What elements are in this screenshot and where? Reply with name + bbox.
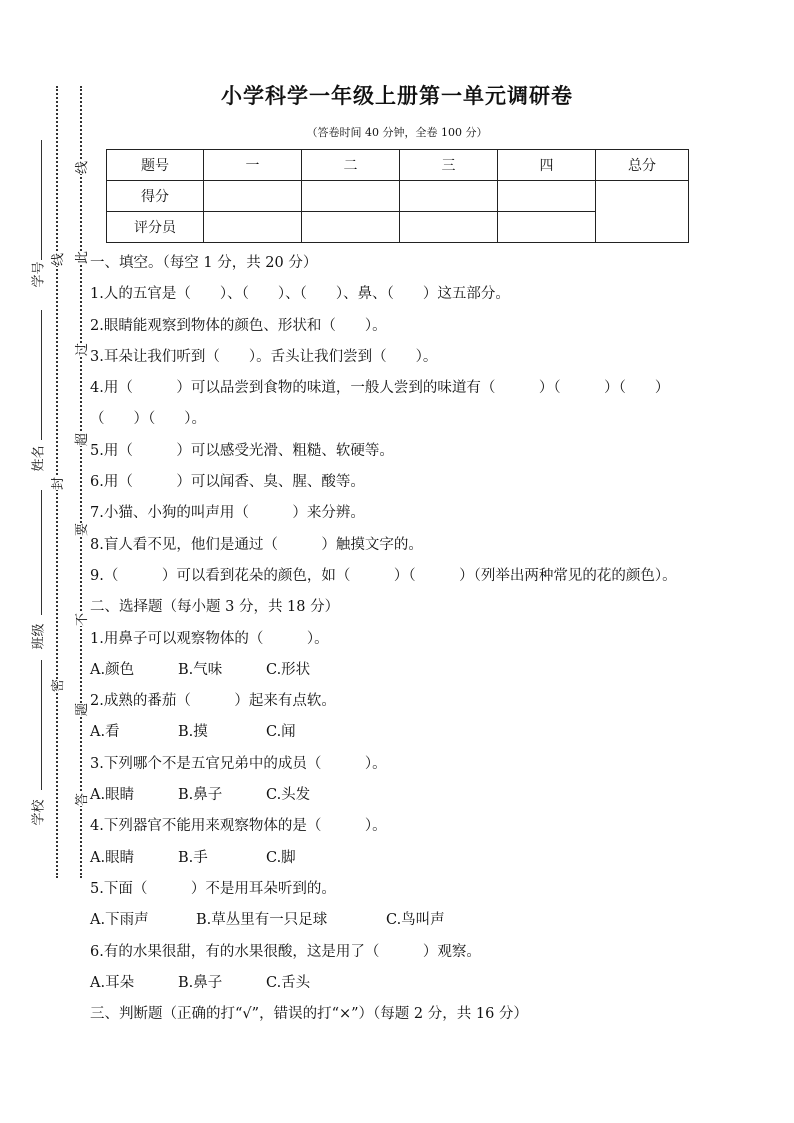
choice-question-stem: 6.有的水果很甜，有的水果很酸，这是用了（ ）观察。	[90, 943, 481, 960]
inner-word-5: 要	[71, 523, 90, 536]
option-b: B.鼻子	[178, 974, 223, 991]
option-b: B.气味	[178, 661, 223, 678]
choice-options	[90, 968, 708, 999]
option-a: A.眼睛	[90, 849, 135, 866]
inner-word-3: 过	[71, 343, 90, 356]
inner-word-4: 超	[71, 433, 90, 446]
score-cell[interactable]	[302, 181, 400, 212]
inner-word-1: 线	[71, 161, 90, 174]
option-a: A.眼睛	[90, 787, 135, 804]
inner-word-6: 不	[71, 613, 90, 626]
student-id-label: 学号	[31, 261, 47, 288]
section-heading-true-false: 三、判断题（正确的打“√”，错误的打“×”）（每题 2 分，共 16 分）	[90, 1006, 528, 1023]
score-row	[107, 181, 689, 212]
row-label: 评分员	[107, 212, 204, 243]
score-table	[106, 149, 689, 243]
question-1-3: 3.耳朵让我们听到（ ）。舌头让我们尝到（ ）。	[90, 348, 438, 365]
header-cell: 题号	[107, 150, 204, 181]
seal-word-secret: 密	[47, 679, 66, 692]
score-table-header-row	[107, 150, 689, 181]
score-cell[interactable]	[204, 181, 302, 212]
question-1-7: 7.小猫、小狗的叫声用（ ）来分辨。	[90, 505, 365, 522]
section-heading-choice: 二、选择题（每小题 3 分，共 18 分）	[90, 599, 340, 616]
grader-cell[interactable]	[204, 212, 302, 243]
class-label: 班级	[31, 623, 47, 650]
inner-word-7: 题	[71, 703, 90, 716]
question-1-9: 9.（ ）可以看到花朵的颜色，如（ ）（ ）（列举出两种常见的花的颜色）。	[90, 567, 677, 584]
dotted-seal-line-inner	[80, 86, 82, 878]
inner-word-2: 此	[71, 251, 90, 264]
grader-cell[interactable]	[302, 212, 400, 243]
option-c: C.舌头	[266, 974, 311, 991]
question-1-6: 6.用（ ）可以闻香、臭、腥、酸等。	[90, 474, 365, 491]
choice-question-stem: 3.下列哪个不是五官兄弟中的成员（ ）。	[90, 755, 387, 772]
exam-content	[90, 248, 708, 1030]
row-label: 得分	[107, 181, 204, 212]
choice-options	[90, 655, 708, 686]
option-b: B.手	[178, 849, 208, 866]
choice-question-stem: 2.成熟的番茄（ ）起来有点软。	[90, 693, 336, 710]
question-1-2: 2.眼睛能观察到物体的颜色、形状和（ ）。	[90, 317, 387, 334]
total-score-cell[interactable]	[596, 181, 689, 243]
question-1-8: 8.盲人看不见，他们是通过（ ）触摸文字的。	[90, 536, 423, 553]
header-cell: 一	[204, 150, 302, 181]
seal-word-line: 线	[47, 253, 66, 266]
choice-options	[90, 780, 708, 811]
choice-question-stem: 4.下列器官不能用来观察物体的是（ ）。	[90, 818, 387, 835]
grader-cell[interactable]	[498, 212, 596, 243]
option-b: B.鼻子	[178, 787, 223, 804]
choice-question-stem: 5.下面（ ）不是用耳朵听到的。	[90, 880, 336, 897]
option-a: A.耳朵	[90, 974, 135, 991]
question-1-5: 5.用（ ）可以感受光滑、粗糙、软硬等。	[90, 442, 394, 459]
header-cell: 四	[498, 150, 596, 181]
binding-margin	[0, 0, 100, 1123]
choice-options	[90, 717, 708, 748]
grader-cell[interactable]	[400, 212, 498, 243]
header-cell: 总分	[596, 150, 689, 181]
option-a: A.颜色	[90, 661, 135, 678]
option-b: B.摸	[178, 724, 208, 741]
option-a: A.看	[90, 724, 120, 741]
option-b: B.草丛里有一只足球	[196, 912, 328, 929]
header-cell: 二	[302, 150, 400, 181]
inner-word-8: 答	[71, 793, 90, 806]
option-c: C.头发	[266, 787, 311, 804]
score-cell[interactable]	[400, 181, 498, 212]
option-a: A.下雨声	[90, 912, 149, 929]
option-c: C.鸟叫声	[386, 912, 445, 929]
name-line	[41, 310, 42, 440]
choice-options	[90, 843, 708, 874]
school-label: 学校	[31, 799, 47, 826]
school-line	[41, 660, 42, 790]
option-c: C.闻	[266, 724, 296, 741]
question-1-4: 4.用（ ）可以品尝到食物的味道，一般人尝到的味道有（ ）（ ）（ ）（ ）（ ）。	[90, 380, 670, 428]
exam-info: （答卷时间 40 分钟，全卷 100 分）	[306, 126, 488, 139]
class-line	[41, 490, 42, 615]
question-1-1: 1.人的五官是（ ）、（ ）、（ ）、鼻、（ ）这五部分。	[90, 286, 510, 303]
seal-word-seal: 封	[47, 477, 66, 490]
option-c: C.脚	[266, 849, 296, 866]
choice-options	[90, 905, 708, 936]
choice-question-stem: 1.用鼻子可以观察物体的（ ）。	[90, 630, 329, 647]
section-heading-fill-in: 一、填空。（每空 1 分，共 20 分）	[90, 255, 318, 271]
page-title: 小学科学一年级上册第一单元调研卷	[221, 83, 573, 108]
option-c: C.形状	[266, 661, 311, 678]
name-label: 姓名	[31, 445, 47, 472]
score-cell[interactable]	[498, 181, 596, 212]
header-cell: 三	[400, 150, 498, 181]
student-id-line	[41, 140, 42, 260]
